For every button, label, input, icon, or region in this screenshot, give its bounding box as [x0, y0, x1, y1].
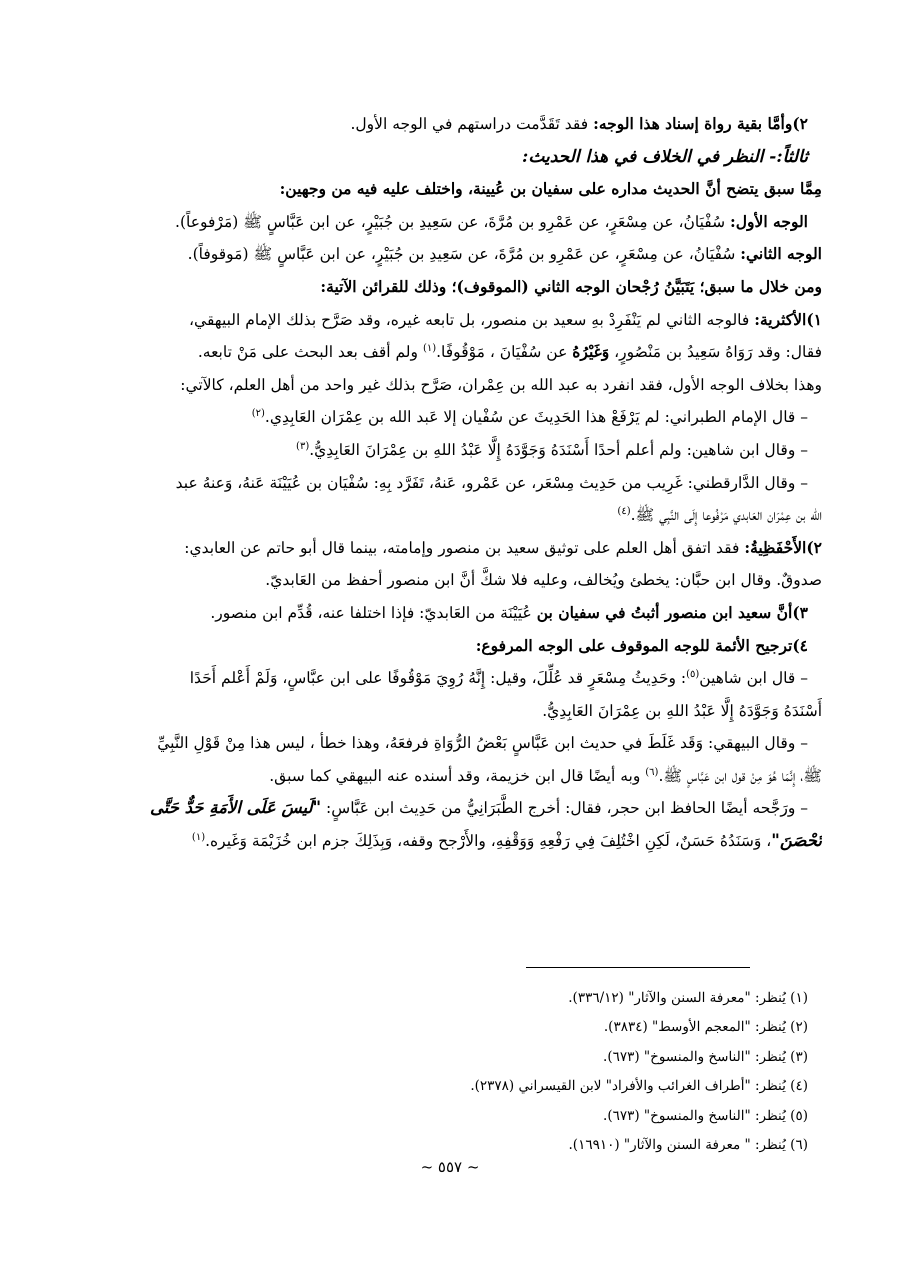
footnote-item: (٦) يُنظر: " معرفة السنن والآثار" (١٦٩١٠). — [568, 1137, 808, 1154]
hadith-quote: تُحْصَنَ" — [771, 831, 822, 851]
text-run: ، وَسَنَدُهُ حَسَنٌ، لَكِنِ اخْتُلِفَ فِي رَفْعِهِ وَوَقْفِهِ، والأَرْجح وقفه، وَبِذَلِكَ جزم ابن خُزَيْمَة وَغَيره. — [205, 832, 772, 851]
page-number: ~ ٥٥٧ ~ — [420, 1158, 480, 1176]
text-run: – وقال ابن شاهين: ولم أعلم أحدًا أَسْنَدَهُ وَجَوَّدَهُ إِلَّا عَبْدُ اللهِ بن عِمْرَانَ العَابِدِيُّ. — [309, 440, 808, 459]
text-run: فقد اتفق أهل العلم على توثيق سعيد بن منصور وإمامته، بينما قال أبو حاتم عن العابدي: — [184, 538, 745, 557]
text-run: وَغَيْرُهُ — [572, 342, 610, 362]
paragraph-line — [76, 532, 822, 565]
text-run: سُفْيَانُ، عن مِسْعَرٍ، عن عَمْرِو بن مُرَّةَ، عن سَعِيدِ بن جُبَيْرٍ، عن ابن عَبَّاسٍ ﷺ (مَرْفوعاً). — [175, 212, 731, 231]
footnote-ref[interactable]: (١) — [191, 831, 206, 843]
text-run: ﷺ، إِنَّمَا هُوَ مِنْ قول ابن عَبَّاسٍ ﷺ. — [658, 766, 822, 785]
text-run: فقال: وقد رَوَاهُ سَعِيدُ بن مَنْصُورٍ، — [609, 343, 822, 362]
footnote-item: (٢) يُنظر: "المعجم الأوسط" (٣٨٣٤). — [603, 1019, 808, 1036]
paragraph-line: – وقال البيهقي: وَقَد غَلَطَ في حديث ابن عَبَّاسٍ بَعْضُ الرُّوَاةِ فرفعَهُ، وهذا خطأ ، ليس هذا مِنْ قَوْلِ النَّبِيِّ — [157, 734, 808, 753]
point-label: ١)الأكثرية: — [754, 309, 822, 329]
paragraph-line: صدوقٌ. وقال ابن حبَّان: يخطئ ويُخالف، وعليه فلا شكَّ أنَّ ابن منصور أحفظ من العَابديّ. — [265, 571, 822, 590]
text-run: – ورَجَّحه أيضًا الحافظ ابن حجر، فقال: أخرج الطَّبَرَانِيُّ من حَدِيث ابن عَبَّاسٍ: — [321, 799, 808, 818]
footnote-ref[interactable]: (٤) — [617, 505, 631, 517]
text-run: فالوجه الثاني لم يَنْفَرِدْ بهِ سعيد بن منصور، بل تابعه غيره، وقد صَرَّح بذلك الإمام البيهقي، — [189, 310, 755, 329]
paragraph-line — [76, 792, 822, 825]
footnote-separator — [526, 967, 750, 968]
text-run: عُيَيْنَة من العَابديّ: فإذا اختلفا عنه، قُدِّم ابن منصور. — [210, 603, 537, 622]
text-run: فقد تَقَدَّمت دراستهم في الوجه الأول. — [350, 115, 594, 133]
paragraph-line — [76, 597, 822, 630]
paragraph-line — [76, 238, 822, 271]
hadith-quote: "لَيسَ عَلَى الأَمَةِ حَدٌّ حَتَّى — [149, 798, 322, 818]
paragraph-line — [76, 108, 822, 141]
paragraph-line — [76, 434, 822, 467]
text-run: الله بن عِمْرَان العَابدي مَرْفُوعا إِلَى النَّبِي ﷺ. — [630, 506, 822, 525]
section-heading — [76, 141, 822, 174]
footnote-ref[interactable]: (٥) — [686, 668, 700, 680]
point-label: ٣)أنَّ سعيد ابن منصور أثبتُ في سفيان بن — [536, 602, 808, 622]
footnotes — [100, 984, 808, 1160]
heading-number: ثالثاً:- — [769, 146, 808, 167]
footnote-item: (٤) يُنظر: "أطراف الغرائب والأفراد" لابن القيسراني (٢٣٧٨). — [470, 1078, 808, 1095]
footnote-item: (٣) يُنظر: "الناسخ والمنسوخ" (٦٧٣). — [603, 1048, 808, 1065]
paragraph-line — [76, 336, 822, 369]
footnote-ref[interactable]: (٢) — [251, 408, 265, 420]
paragraph-line: مِمَّا سبق يتضح أنَّ الحديث مداره على سفيان بن عُيينة، واختلف عليه فيه من وجهين: — [279, 179, 822, 199]
main-text — [76, 108, 822, 858]
text-run: وبه أيضًا قال ابن خزيمة، وقد أسنده عنه البيهقي كما سبق. — [269, 766, 646, 785]
paragraph-line — [76, 760, 822, 793]
paragraph-line — [76, 206, 822, 239]
paragraph-line — [76, 499, 822, 532]
text-run: – قال ابن شاهين — [699, 669, 808, 688]
text-run: ولم أقف بعد البحث على مَنْ تابعه. — [197, 343, 423, 362]
point-label: الوجه الثاني: — [740, 244, 822, 264]
text-run: – قال الإمام الطبراني: لم يَرْفَعْ هذا الحَدِيثَ عن سُفْيان إلا عَبد الله بن عِمْرَان العَابِدِي. — [264, 408, 808, 427]
paragraph-line: ومن خلال ما سبق؛ يَتَبَيَّنُ رُجْحان الوجه الثاني (الموقوف)؛ وذلك للقرائن الآتية: — [320, 276, 822, 296]
paragraph-line: وهذا بخلاف الوجه الأول، فقد انفرد به عبد الله بن عِمْران، صَرَّح بذلك غير واحد من أهل العلم، كالآتي: — [180, 375, 822, 394]
footnote-ref[interactable]: (٦) — [645, 766, 659, 778]
paragraph-line — [76, 662, 822, 695]
point-label: ٢)وأمَّا بقية رواة إسناد هذا الوجه: — [593, 114, 808, 133]
paragraph-line — [76, 825, 822, 858]
heading-title: النظر في الخلاف في هذا الحديث: — [522, 146, 770, 167]
point-label: ٢)الأَحْفَظِيةُ: — [744, 537, 822, 557]
text-run: عن سُفْيَانَ ، مَوْقُوفًا. — [436, 343, 573, 362]
footnote-item: (٥) يُنظر: "الناسخ والمنسوخ" (٦٧٣). — [603, 1107, 808, 1124]
paragraph-line — [76, 304, 822, 337]
footnote-item: (١) يُنظر: "معرفة السنن والآثار" (٣٣٦/١٢). — [568, 990, 808, 1006]
footnote-ref[interactable]: (١) — [422, 343, 437, 354]
paragraph-line: أَسْنَدَهُ وَجَوَّدَهُ إِلَّا عَبْدُ اللهِ بن عِمْرَانَ العَابِدِيُّ. — [542, 701, 822, 720]
paragraph-line: – وقال الدَّارقطني: غَرِيب من حَدِيث مِسْعَر، عن عَمْرو، عَنهُ، تَفَرَّد بِهِ: سُفْيَان بن عُيَيْنَة عَنهُ، وَعنهُ عبد — [175, 473, 808, 492]
point-label: الوجه الأول: — [730, 211, 808, 231]
paragraph-line — [76, 401, 822, 434]
text-run: : وحَدِيثُ مِسْعَرٍ قد عُلِّلَ، وقيل: إِنَّهُ رُوِيَ مَوْقُوفًا على ابن عبَّاسٍ، وَلَمْ أَعْلم أَحَدًا — [189, 669, 687, 688]
text-run: سُفْيَانُ، عن مِسْعَرٍ، عن عَمْرِو بن مُرَّةَ، عن سَعِيدِ بن جُبَيْرٍ، عن ابن عَبَّاسٍ ﷺ (مَوقوفاً). — [187, 245, 741, 264]
paragraph-line: ٤)ترجيح الأئمة للوجه الموقوف على الوجه المرفوع: — [475, 635, 808, 655]
footnote-ref[interactable]: (٣) — [296, 440, 310, 452]
